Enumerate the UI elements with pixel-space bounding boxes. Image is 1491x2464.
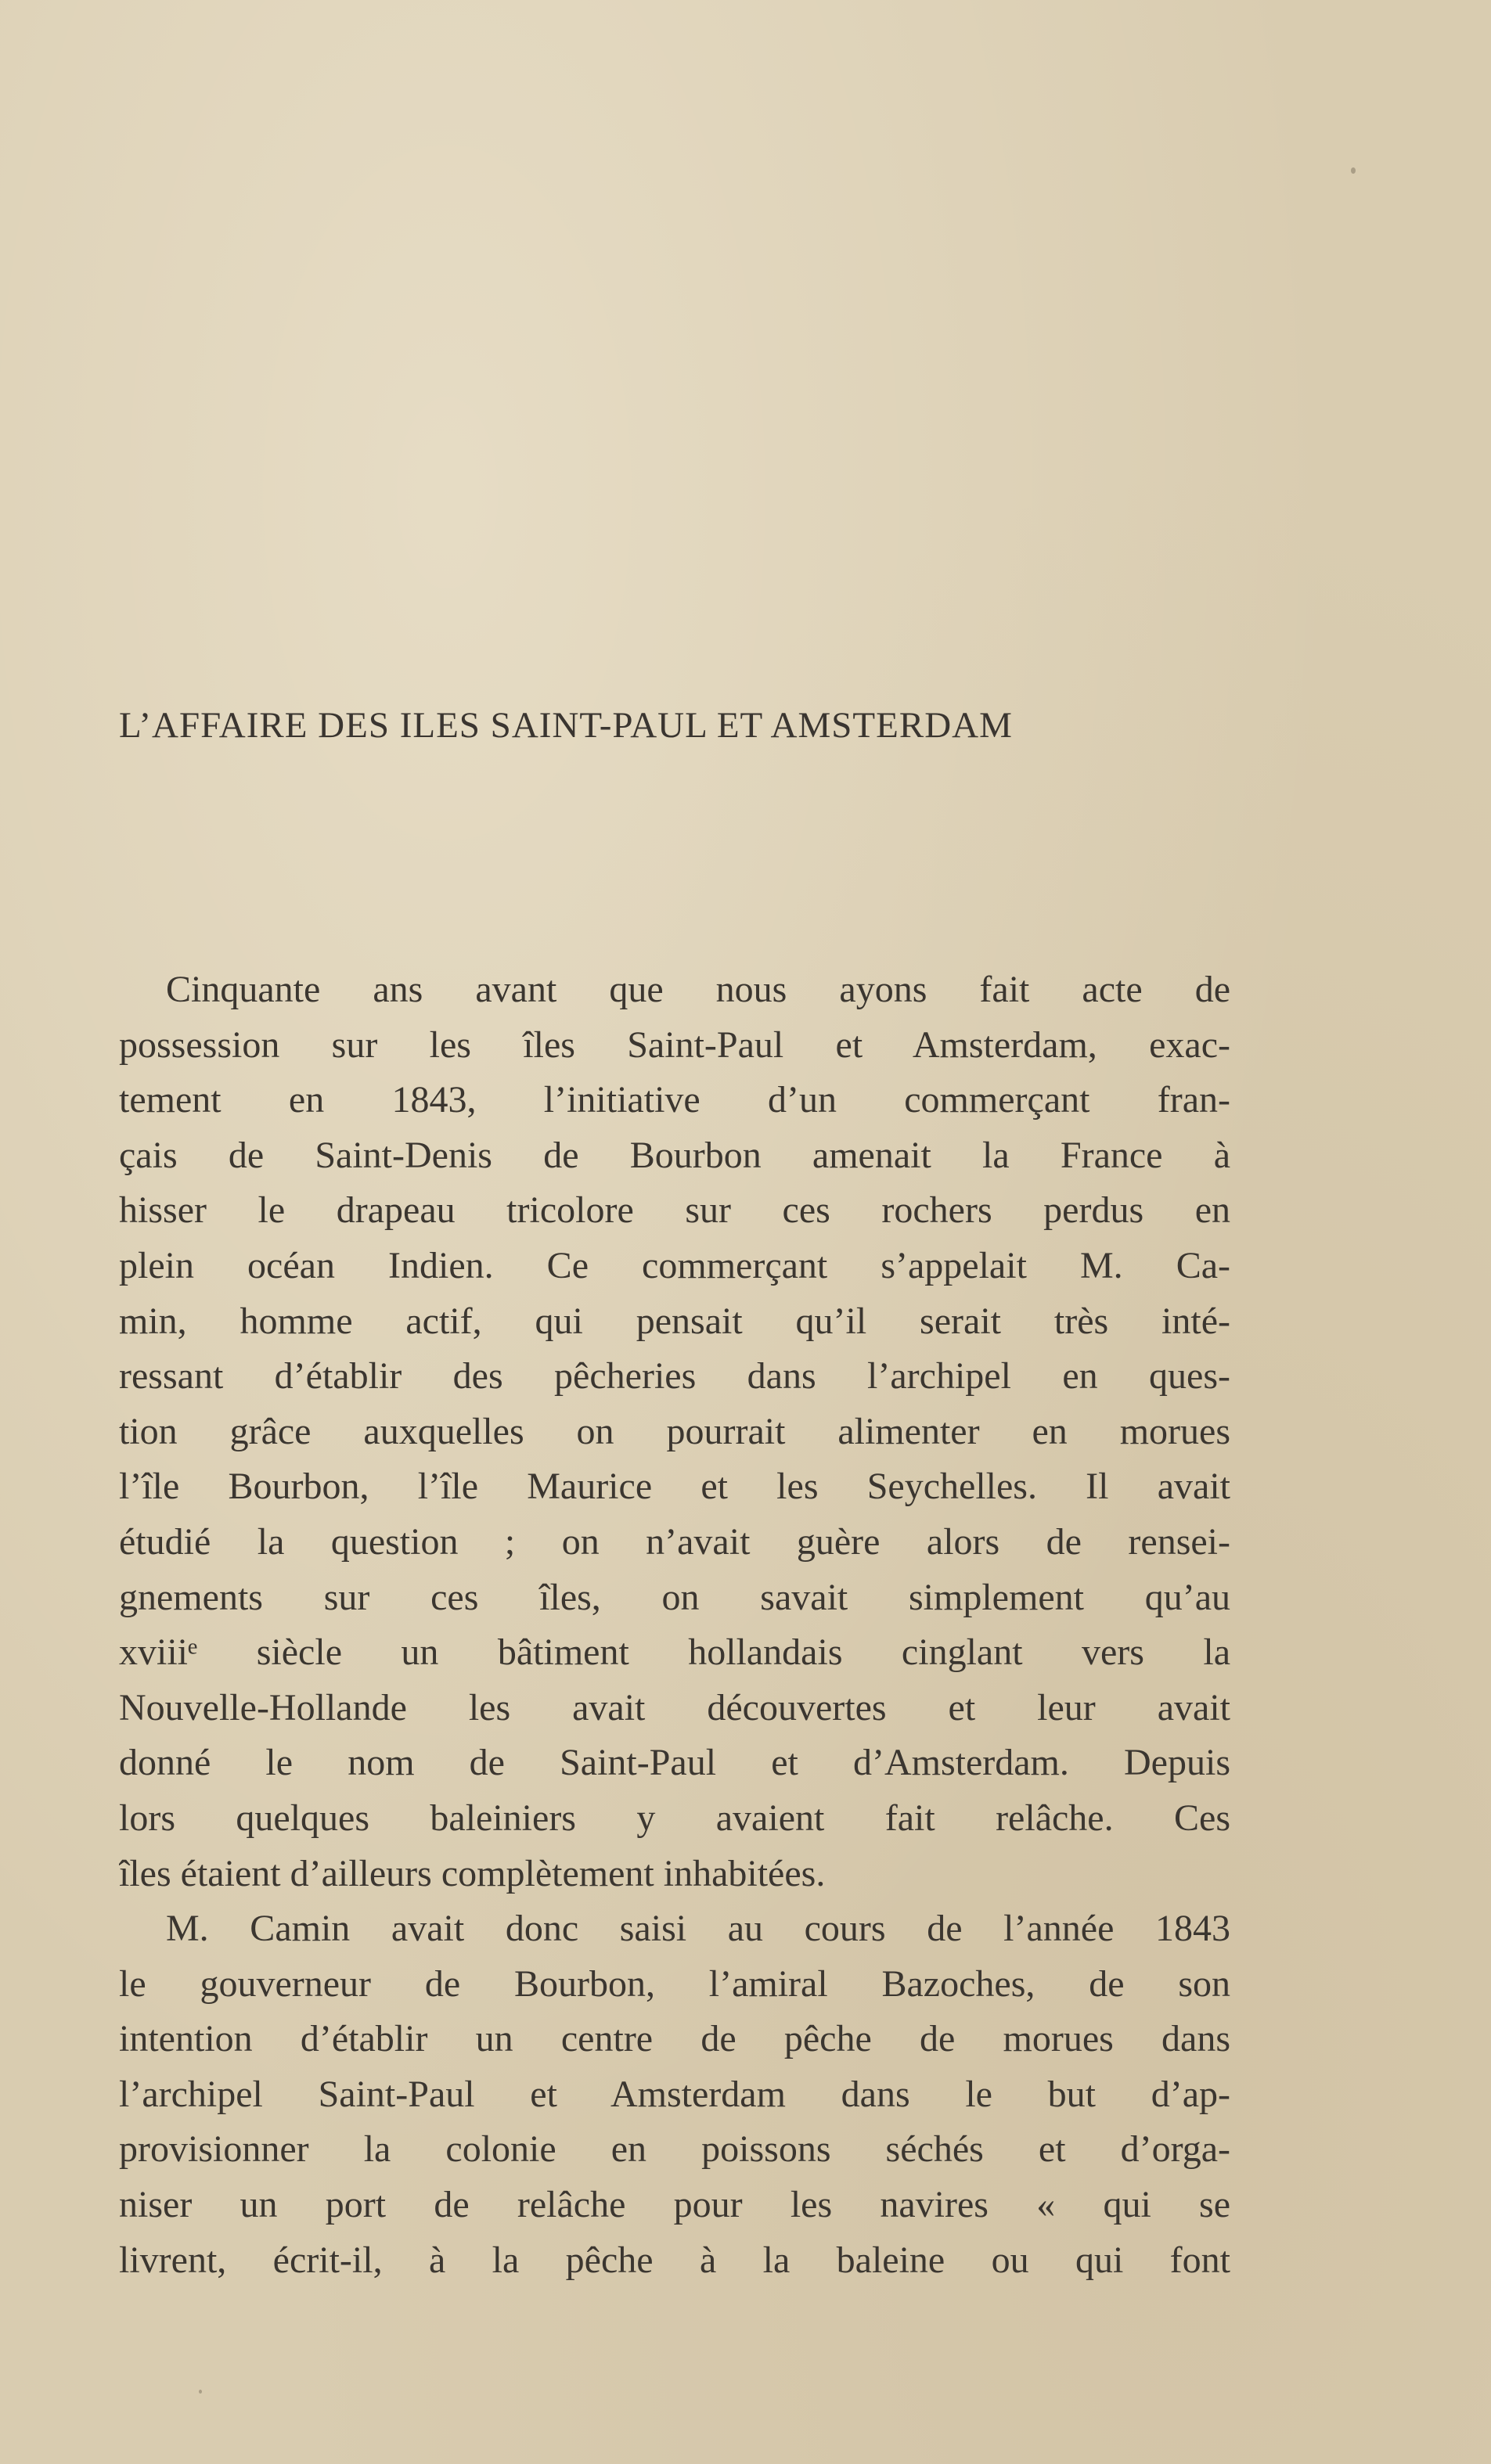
text-line: provisionner la colonie en poissons séchés et d’orga- (119, 2128, 1230, 2171)
paper-speck (1351, 167, 1356, 174)
chapter-title: L’AFFAIRE DES ILES SAINT-PAUL ET AMSTERDAM (119, 705, 1013, 746)
paper-speck (199, 2390, 202, 2394)
text-line: Nouvelle-Hollande les avait découvertes et leur avait (119, 1686, 1230, 1728)
text-line: tion grâce auxquelles on pourrait alimenter en morues (119, 1410, 1230, 1452)
text-line: intention d’établir un centre de pêche de morues dans (119, 2018, 1230, 2060)
text-line: Cinquante ans avant que nous ayons fait acte de (166, 969, 1230, 1010)
text-line: hisser le drapeau tricolore sur ces rochers perdus en (119, 1189, 1230, 1232)
text-line: M. Camin avait donc saisi au cours de l’année 1843 (166, 1908, 1230, 1950)
text-line: possession sur les îles Saint-Paul et Amsterdam, exac- (119, 1023, 1230, 1066)
text-line: ressant d’établir des pêcheries dans l’archipel en ques- (119, 1355, 1230, 1397)
text-line: l’île Bourbon, l’île Maurice et les Seychelles. Il avait (119, 1466, 1230, 1508)
text-line: xviiiᵉ siècle un bâtiment hollandais cinglant vers la (119, 1631, 1230, 1674)
text-line: gnements sur ces îles, on savait simplement qu’au (119, 1576, 1230, 1618)
body-text (119, 962, 1230, 2288)
text-line: le gouverneur de Bourbon, l’amiral Bazoches, de son (119, 1962, 1230, 2005)
text-line: plein océan Indien. Ce commerçant s’appelait M. Ca- (119, 1244, 1230, 1286)
text-line: çais de Saint-Denis de Bourbon amenait la France à (119, 1134, 1230, 1176)
text-line: étudié la question ; on n’avait guère alors de rensei- (119, 1520, 1230, 1563)
text-line: min, homme actif, qui pensait qu’il serait très inté- (119, 1300, 1230, 1342)
text-line: donné le nom de Saint-Paul et d’Amsterdam. Depuis (119, 1742, 1230, 1784)
text-line: îles étaient d’ailleurs complètement inhabitées. (119, 1852, 826, 1894)
text-line: tement en 1843, l’initiative d’un commerçant fran- (119, 1079, 1230, 1121)
text-line: l’archipel Saint-Paul et Amsterdam dans le but d’ap- (119, 2073, 1230, 2115)
text-line: niser un port de relâche pour les navires « qui se (119, 2184, 1230, 2226)
text-line: livrent, écrit-il, à la pêche à la baleine ou qui font (119, 2239, 1230, 2281)
text-line: lors quelques baleiniers y avaient fait relâche. Ces (119, 1797, 1230, 1839)
